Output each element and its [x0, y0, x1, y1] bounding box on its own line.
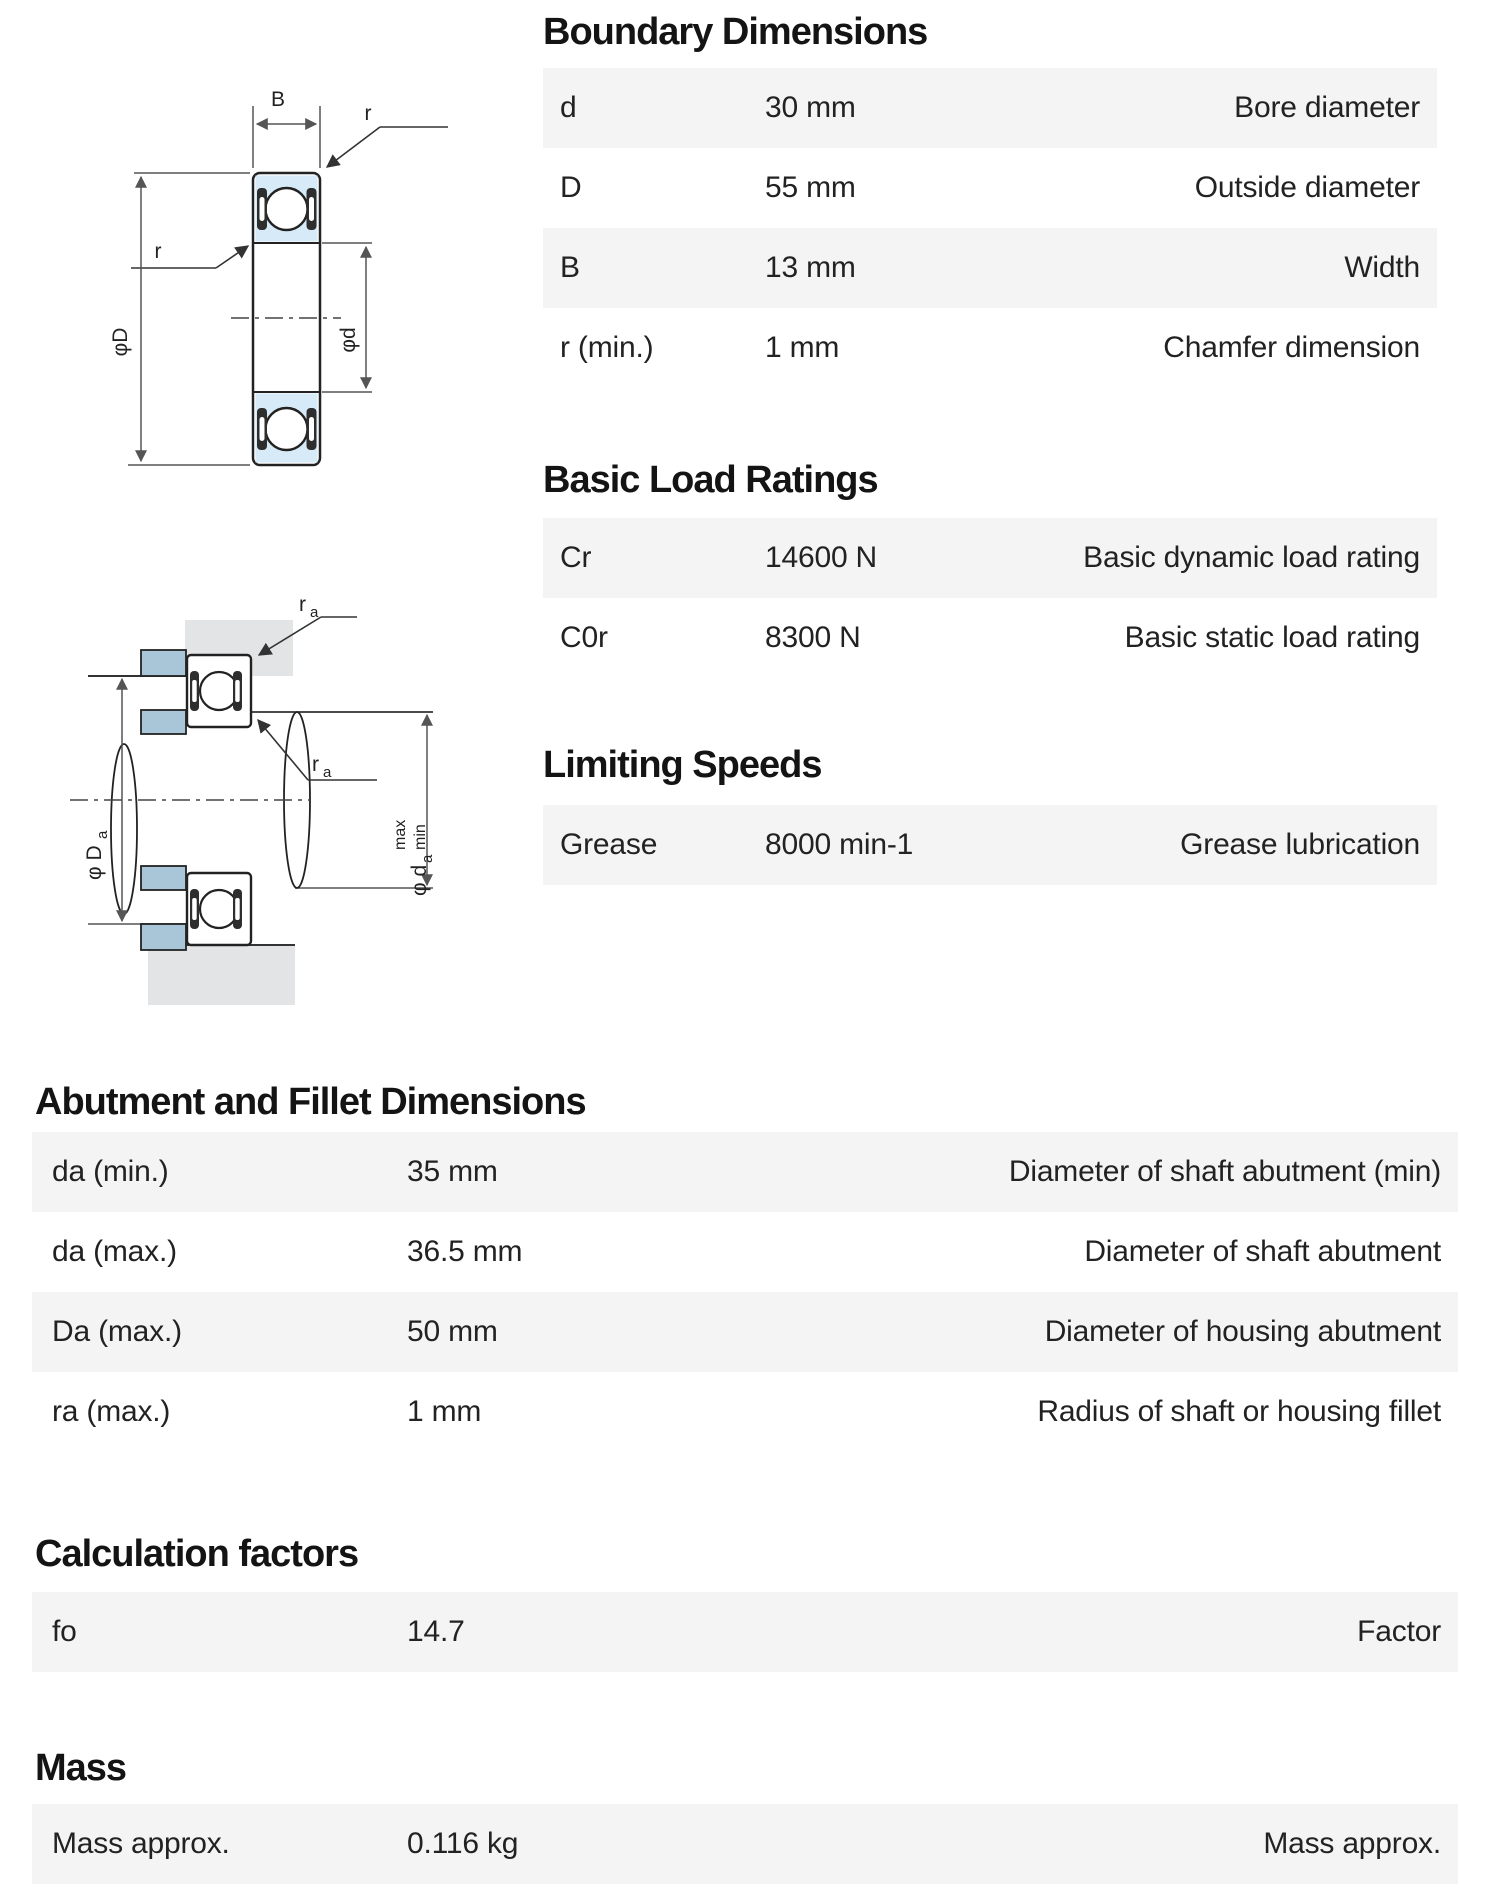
desc-cell: Radius of shaft or housing fillet [1037, 1395, 1441, 1428]
desc-cell: Width [1344, 251, 1420, 284]
value-cell: 55 mm [765, 171, 856, 204]
param-cell: d [560, 91, 577, 124]
dim-label-shaft-abutment: φ d [408, 864, 431, 896]
desc-cell: Basic dynamic load rating [1083, 541, 1420, 574]
table-row [543, 598, 1437, 678]
dim-label-fillet-1-sub: a [310, 604, 319, 621]
table-row [32, 1804, 1458, 1884]
dim-label-chamfer-mid: r [154, 240, 162, 263]
desc-cell: Grease lubrication [1180, 828, 1420, 861]
table-row [32, 1132, 1458, 1212]
value-cell: 50 mm [407, 1315, 498, 1348]
param-cell: ra (max.) [52, 1395, 171, 1428]
table-row [543, 518, 1437, 598]
value-cell: 14.7 [407, 1615, 465, 1648]
abutment-fillet-table [32, 1132, 1458, 1452]
param-cell: Da (max.) [52, 1315, 182, 1348]
dim-label-bore-diameter: φd [337, 327, 360, 353]
param-cell: Mass approx. [52, 1827, 230, 1860]
dim-label-fillet-1: r [299, 593, 306, 616]
table-row [543, 68, 1437, 148]
mass-table [32, 1804, 1458, 1884]
param-cell: r (min.) [560, 331, 654, 364]
table-row [543, 148, 1437, 228]
param-cell: Grease [560, 828, 658, 861]
param-cell: D [560, 171, 582, 204]
abutment-ring [141, 866, 186, 890]
ball-lower [266, 408, 308, 450]
dim-label-max: max [392, 819, 409, 850]
dim-label-housing-abutment: φ D [83, 845, 106, 880]
dim-label-width: B [270, 88, 286, 111]
value-cell: 1 mm [765, 331, 840, 364]
param-cell: fo [52, 1615, 77, 1648]
desc-cell: Diameter of shaft abutment [1084, 1235, 1441, 1268]
desc-cell: Diameter of shaft abutment (min) [1008, 1155, 1441, 1188]
limiting-speeds-table [543, 805, 1437, 885]
table-row [543, 228, 1437, 308]
section-title-limiting-speeds: Limiting Speeds [543, 744, 822, 786]
dim-label-min: min [412, 824, 429, 850]
ball-mounting-top [200, 672, 238, 710]
value-cell: 35 mm [407, 1155, 498, 1188]
section-title-mass: Mass [35, 1747, 127, 1789]
dim-label-chamfer-top: r [364, 102, 372, 125]
value-cell: 13 mm [765, 251, 856, 284]
dim-label-shaft-abutment-sub: a [419, 854, 436, 863]
table-row [543, 805, 1437, 885]
value-cell: 36.5 mm [407, 1235, 523, 1268]
desc-cell: Diameter of housing abutment [1044, 1315, 1441, 1348]
value-cell: 0.116 kg [407, 1827, 519, 1860]
section-title-load-ratings: Basic Load Ratings [543, 459, 878, 501]
param-cell: B [560, 251, 580, 284]
param-cell: da (max.) [52, 1235, 177, 1268]
technical-diagrams [0, 0, 600, 1060]
dim-label-fillet-2-sub: a [323, 764, 332, 781]
value-cell: 8000 min-1 [765, 828, 914, 861]
abutment-ring [141, 710, 186, 734]
dim-label-outside-diameter: φD [109, 327, 132, 357]
desc-cell: Mass approx. [1263, 1827, 1441, 1860]
dim-label-housing-abutment-sub: a [94, 830, 111, 839]
calculation-factors-table [32, 1592, 1458, 1672]
bearing-mounting-diagram [70, 593, 436, 1005]
desc-cell: Chamfer dimension [1163, 331, 1420, 364]
abutment-ring [141, 650, 186, 676]
table-row [32, 1372, 1458, 1452]
param-cell: C0r [560, 621, 608, 654]
ball-mounting-bottom [200, 890, 238, 928]
boundary-dimensions-table [543, 68, 1437, 388]
table-row [32, 1292, 1458, 1372]
section-title-calculation-factors: Calculation factors [35, 1533, 359, 1575]
param-cell: da (min.) [52, 1155, 169, 1188]
desc-cell: Factor [1357, 1615, 1441, 1648]
value-cell: 8300 N [765, 621, 861, 654]
bearing-cross-section-diagram [109, 88, 448, 465]
value-cell: 30 mm [765, 91, 856, 124]
abutment-ring [141, 924, 186, 950]
shaft-break-left [111, 744, 137, 914]
dim-label-fillet-2: r [312, 753, 319, 776]
basic-load-ratings-table [543, 518, 1437, 678]
ball-upper [266, 188, 308, 230]
desc-cell: Outside diameter [1194, 171, 1420, 204]
section-title-abutment: Abutment and Fillet Dimensions [35, 1081, 586, 1123]
value-cell: 1 mm [407, 1395, 482, 1428]
desc-cell: Bore diameter [1234, 91, 1420, 124]
desc-cell: Basic static load rating [1124, 621, 1420, 654]
table-row [543, 308, 1437, 388]
section-title-boundary: Boundary Dimensions [543, 11, 928, 53]
value-cell: 14600 N [765, 541, 878, 574]
housing-block-bottom [148, 945, 295, 1005]
table-row [32, 1592, 1458, 1672]
param-cell: Cr [560, 541, 592, 574]
table-row [32, 1212, 1458, 1292]
